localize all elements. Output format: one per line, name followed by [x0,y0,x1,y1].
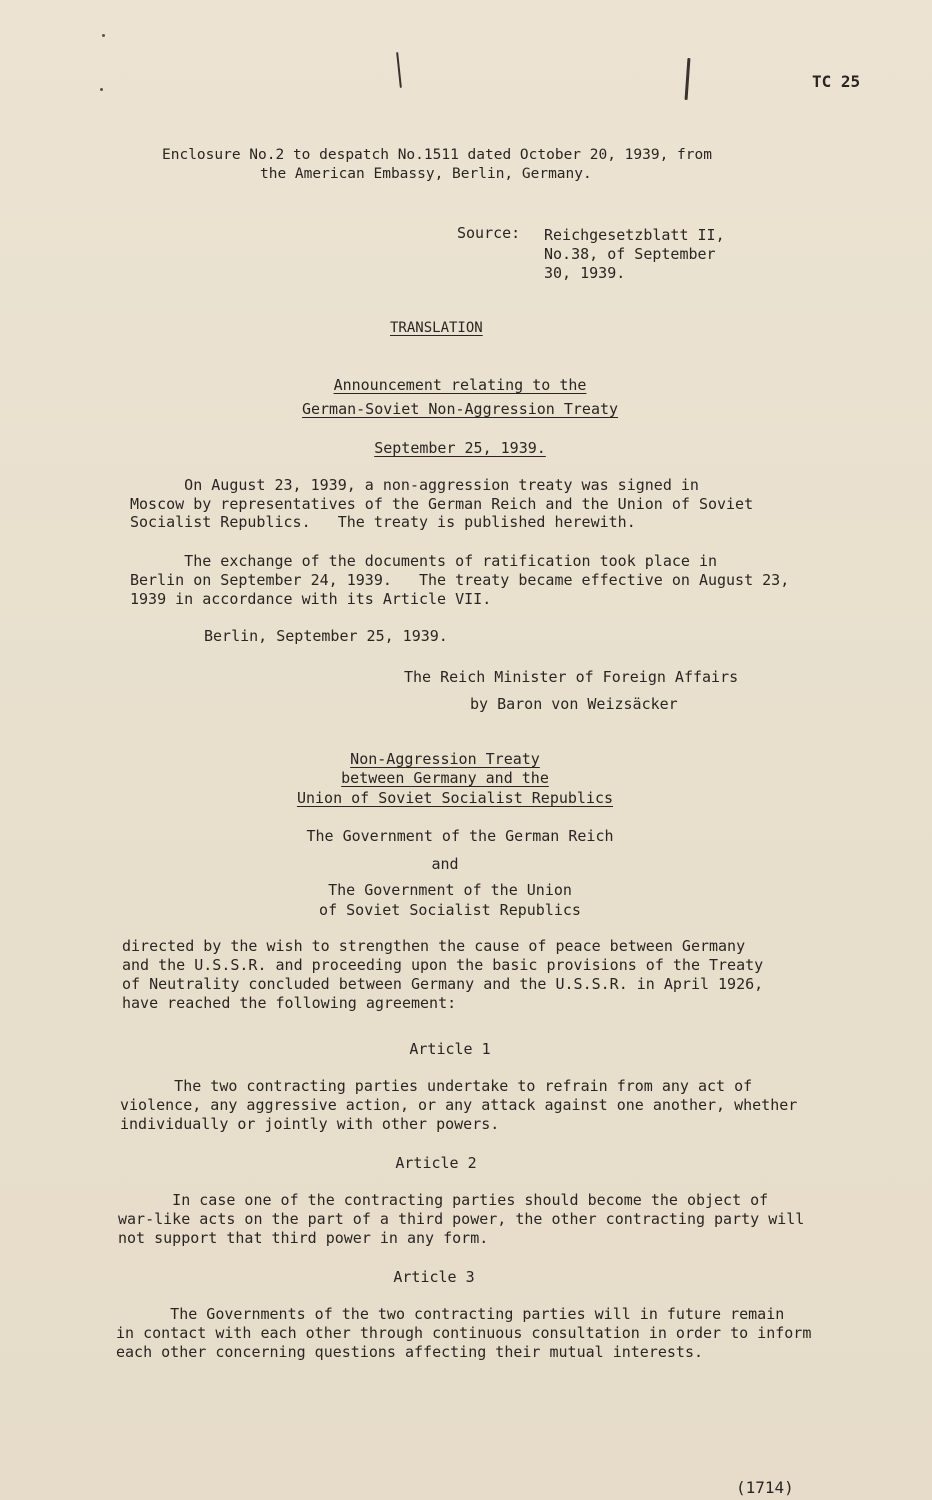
paragraph-line: each other concerning questions affecting their mutual interests. [116,1343,703,1361]
paragraph-line: Moscow by representatives of the German Reich and the Union of Soviet [130,495,754,513]
treaty-title-line-2: between Germany and the [341,769,549,787]
binding-mark-left [396,52,402,88]
binding-mark-right [685,58,691,100]
signer-line-2: by Baron von Weizsäcker [470,695,678,713]
speck [100,88,103,91]
signer-line-1: The Reich Minister of Foreign Affairs [404,668,739,686]
announcement-date: September 25, 1939. [374,439,546,457]
announcement-title-line-2: German-Soviet Non-Aggression Treaty [301,400,619,418]
party-2-line-2: of Soviet Socialist Republics [319,901,581,919]
paragraph-line: violence, any aggressive action, or any attack against one another, whether [120,1096,798,1114]
party-connector: and [431,855,459,873]
source-line-1: Reichgesetzblatt II, [544,226,725,244]
source-label: Source: [457,224,521,242]
article-2-heading: Article 2 [395,1154,477,1172]
paragraph-line: The exchange of the documents of ratification took place in [130,552,717,570]
paragraph-line: The Governments of the two contracting parties will in future remain [116,1305,785,1323]
enclosure-line-1: Enclosure No.2 to despatch No.1511 dated October 20, 1939, from [162,147,712,163]
announcement-title-line-1: Announcement relating to the [333,376,587,394]
speck [102,34,105,37]
paragraph-line: In case one of the contracting parties should become the object of [118,1191,769,1209]
treaty-title-line-1: Non-Aggression Treaty [350,750,540,768]
paragraph-line: not support that third power in any form. [118,1229,489,1247]
enclosure-line-2: the American Embassy, Berlin, Germany. [260,166,592,182]
paragraph-line: Socialist Republics. The treaty is published herewith. [130,513,636,531]
paragraph-line: Berlin on September 24, 1939. The treaty became effective on August 23, [130,571,790,589]
page-number: (1714) [736,1478,794,1497]
paragraph-line: war-like acts on the part of a third power, the other contracting party will [118,1210,805,1228]
paragraph-line: have reached the following agreement: [122,994,457,1012]
paragraph-line: of Neutrality concluded between Germany and the U.S.S.R. in April 1926, [122,975,764,993]
party-2-line-1: The Government of the Union [328,881,572,899]
source-line-3: 30, 1939. [544,264,626,282]
paragraph-line: 1939 in accordance with its Article VII. [130,590,492,608]
place-date: Berlin, September 25, 1939. [204,627,448,645]
article-1-heading: Article 1 [409,1040,491,1058]
page-code: TC 25 [812,72,861,91]
paragraph-line: The two contracting parties undertake to refrain from any act of [120,1077,753,1095]
paragraph-line: directed by the wish to strengthen the cause of peace between Germany [122,937,746,955]
party-1: The Government of the German Reich [306,827,614,845]
treaty-title-line-3: Union of Soviet Socialist Republics [296,789,614,807]
source-line-2: No.38, of September [544,245,716,263]
paragraph-line: in contact with each other through continuous consultation in order to inform [116,1324,812,1342]
paragraph-line: individually or jointly with other powers. [120,1115,500,1133]
translation-heading: TRANSLATION [390,320,483,336]
paragraph-line: On August 23, 1939, a non-aggression treaty was signed in [130,476,699,494]
article-3-heading: Article 3 [393,1268,475,1286]
paragraph-line: and the U.S.S.R. and proceeding upon the basic provisions of the Treaty [122,956,764,974]
